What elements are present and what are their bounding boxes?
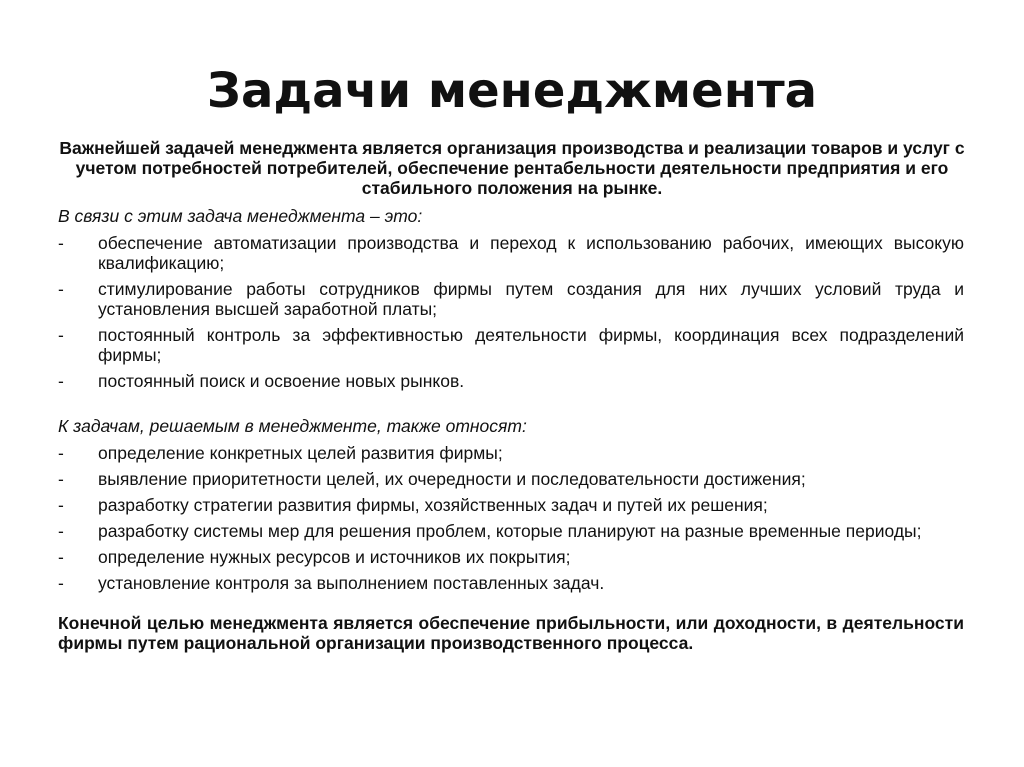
list-item-text: установление контроля за выполнением поставленных задач. bbox=[98, 573, 605, 593]
list-item bbox=[58, 371, 964, 391]
section2-lead: К задачам, решаемым в менеджменте, также относят: bbox=[58, 416, 527, 436]
bullet-dash: - bbox=[58, 547, 64, 567]
section1-list bbox=[58, 233, 964, 391]
list-item-text: разработку системы мер для решения проблем, которые планируют на разные временные периоды; bbox=[98, 521, 922, 541]
bullet-dash: - bbox=[58, 279, 64, 299]
list-item-text: стимулирование работы сотрудников фирмы путем создания для них лучших условий труда и установления высшей заработной платы; bbox=[98, 279, 964, 319]
list-item-text: обеспечение автоматизации производства и переход к использованию рабочих, имеющих высокую квалификацию; bbox=[98, 233, 964, 273]
list-item bbox=[58, 279, 964, 319]
bullet-dash: - bbox=[58, 495, 64, 515]
section1-lead: В связи с этим задача менеджмента – это: bbox=[58, 206, 423, 226]
list-item bbox=[58, 233, 964, 273]
list-item bbox=[58, 495, 964, 515]
slide-title: Задачи менеджмента bbox=[206, 63, 818, 119]
list-item bbox=[58, 573, 964, 593]
list-item-text: постоянный контроль за эффективностью деятельности фирмы, координация всех подразделений фирмы; bbox=[98, 325, 964, 365]
bullet-dash: - bbox=[58, 371, 64, 391]
bullet-dash: - bbox=[58, 325, 64, 345]
slide-content bbox=[58, 206, 964, 653]
bullet-dash: - bbox=[58, 443, 64, 463]
list-item bbox=[58, 521, 964, 541]
list-item bbox=[58, 469, 964, 489]
section-spacer bbox=[58, 397, 964, 416]
conclusion-paragraph: Конечной целью менеджмента является обеспечение прибыльности, или доходности, в деятельности фирмы путем рациональной организации производственного процесса. bbox=[58, 613, 964, 653]
bullet-dash: - bbox=[58, 233, 64, 253]
list-item-text: выявление приоритетности целей, их очередности и последовательности достижения; bbox=[98, 469, 806, 489]
list-item-text: разработку стратегии развития фирмы, хозяйственных задач и путей их решения; bbox=[98, 495, 768, 515]
list-item bbox=[58, 325, 964, 365]
bullet-dash: - bbox=[58, 521, 64, 541]
intro-paragraph: Важнейшей задачей менеджмента является организация производства и реализации товаров и услуг с учетом потребностей потребителей, обеспечение рентабельности деятельности предприятия и его стабильного положения на рынке. bbox=[59, 138, 965, 198]
list-item-text: определение нужных ресурсов и источников их покрытия; bbox=[98, 547, 571, 567]
list-item bbox=[58, 547, 964, 567]
section2-list bbox=[58, 443, 964, 593]
list-item-text: постоянный поиск и освоение новых рынков. bbox=[98, 371, 465, 391]
bullet-dash: - bbox=[58, 469, 64, 489]
list-item-text: определение конкретных целей развития фирмы; bbox=[98, 443, 503, 463]
list-item bbox=[58, 443, 964, 463]
bullet-dash: - bbox=[58, 573, 64, 593]
